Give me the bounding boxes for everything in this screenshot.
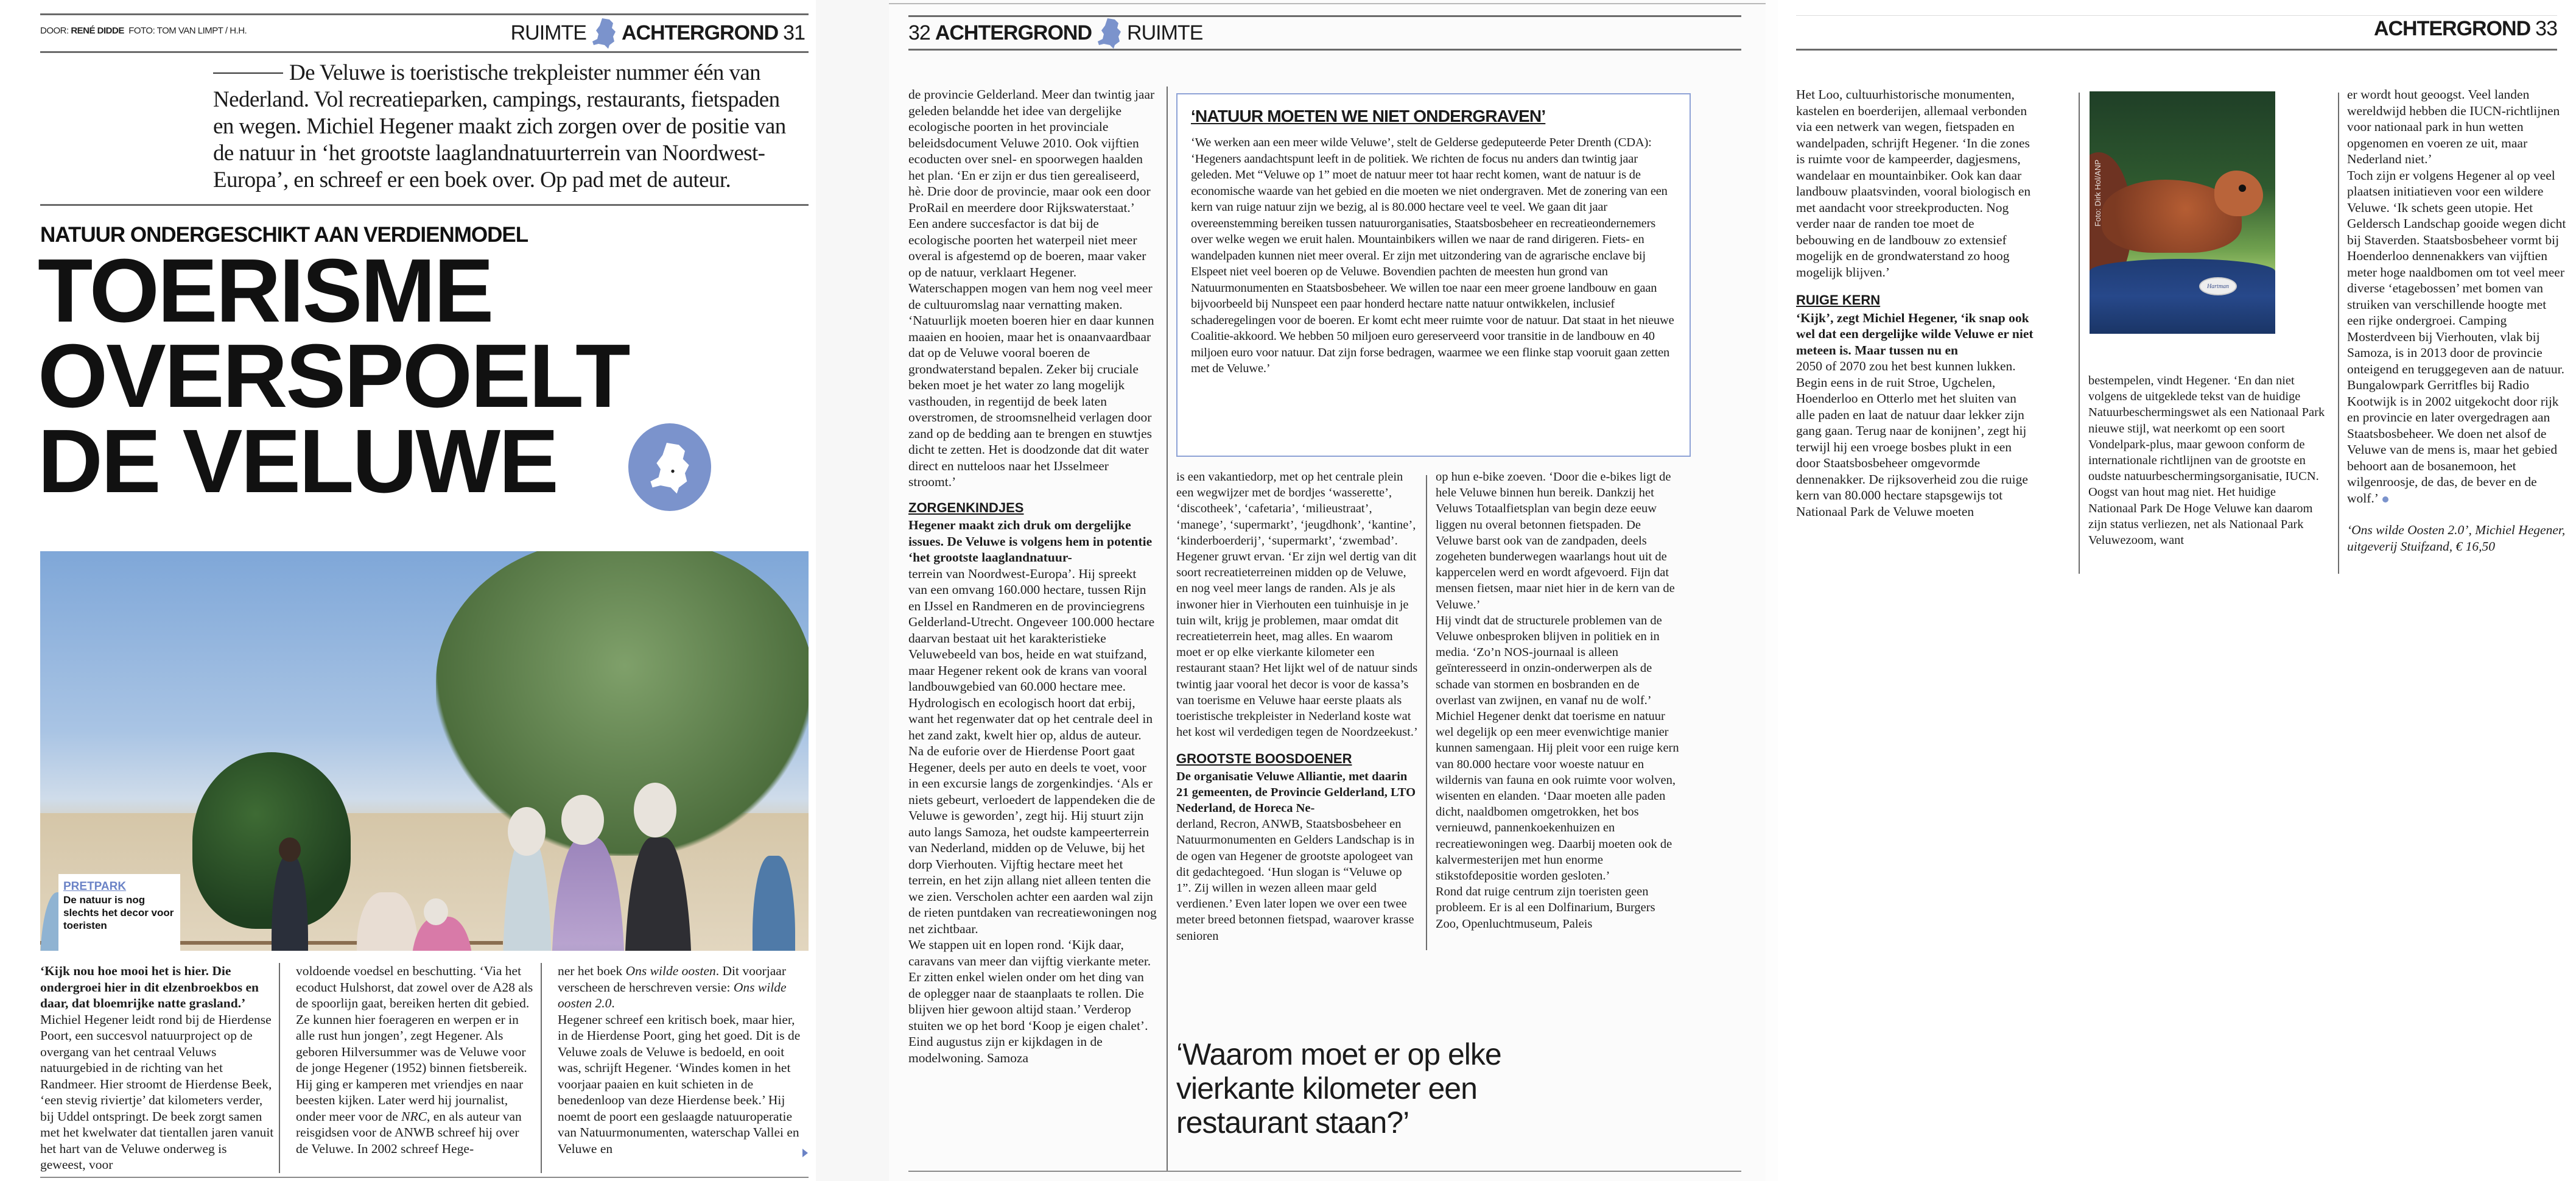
middle-column-2 <box>1176 469 1420 944</box>
top-rule <box>40 13 809 15</box>
body-text: derland, Recron, ANWB, Staatsbosbeheer en Natuurmonumenten en Gelders Landschap is in de ogen van Hegener de grootste apologeet van dit gedachtegoed. ‘Hun slogan is “Veluwe op 1”. Zij willen in wezen alleen maar geld verdienen.’ Even later lopen we over een twee meter breed betonnen fietspad, waarover krasse senioren <box>1176 817 1415 943</box>
page-number: 32 <box>908 21 930 44</box>
book-title: Ons wilde oosten 2.0 <box>558 979 787 1010</box>
page-edge <box>889 3 1766 4</box>
body-text: Het Loo, cultuurhistorische monumenten, kastelen en boerderijen, allemaal verbonden via een netwerk van wegen, fietspaden en wandelpaden, schrijft Hegener. ‘In die zones is ruimte voor de kampeerder, dagjesmens, wandelaar en mountainbiker. Ook kan daar landbouw plaatsvinden, vooral biologisch en met aandacht voor streekproducten. Nog verder naar de randen toe moet de bebouwing en de landbouw zo extensief mogelijk en de grondwaterstand zo hoog mogelijk blijven.’ <box>1796 87 2031 280</box>
sidebar-box <box>1176 93 1691 457</box>
bench <box>2090 259 2275 334</box>
byline-author: RENÉ DIDDE <box>71 26 124 36</box>
bench-badge: Hartman <box>2199 277 2237 295</box>
netherlands-badge-icon <box>628 423 711 511</box>
body-text: Hegener schreef een kritisch boek, maar hier, in de Hierdense Poort, ging het goed. Dit is de Veluwe zoals de Veluwe is bedoeld, en ooit was, schrijft Hegener. ‘Windes komen in het voorjaar paaien en kuit schieten in de benedenloop van deze Hierdense beek.’ Hij noemt de poort een geslaagde natuuroperatie van Natuurmonumenten, waterschap Vallei en Veluwe en <box>558 1012 801 1156</box>
tourists-photo <box>40 551 809 951</box>
gutter <box>816 0 889 1181</box>
running-head <box>511 17 805 49</box>
column-rule <box>541 963 542 1173</box>
header-rule <box>908 49 1741 51</box>
lead-text: Hegener maakt zich druk om dergelijke issues. De Veluwe is volgens hem in potentie ‘het grootste laaglandnatuur- <box>908 518 1153 565</box>
body-text: . Dit voorjaar verscheen de herschreven versie: <box>558 964 786 995</box>
lead-quote: ‘Kijk nou hoe mooi het is hier. Die ondergroei hier in dit elzenbroekbos en daar, dat bloemrijke natte grasland.’ <box>40 964 259 1010</box>
running-head <box>908 17 1202 49</box>
page-number: 31 <box>783 21 805 44</box>
intro-paragraph <box>213 60 791 194</box>
box-title: ‘NATUUR MOETEN WE NIET ONDERGRAVEN’ <box>1191 107 1546 125</box>
headline-line-2: OVERSPOELT <box>38 326 629 426</box>
byline-foto-label: FOTO: <box>128 26 155 36</box>
section-label: RUIMTE <box>510 21 586 44</box>
caption-text: De natuur is nog slechts het decor voor toeristen <box>63 894 174 931</box>
body-text: terrein van Noordwest-Europa’. Hij spreekt van een omvang 160.000 hectare, tussen Rijn en IJssel en Randmeren en de provinciegrens Gelderland-Utrecht. Ongeveer 100.000 hectare daarvan bestaat uit het karakteristieke Veluwebeeld van bos, heide en wat stuifzand, maar Hegener rekent ook de krans van vooral landbouwgebied van 60.000 hectare mee. Hydrologisch en ecologisch hoort dat erbij, want het regenwater dat op het centrale deel in het zand zakt, kwelt hier op, aldus de auteur. <box>908 566 1155 742</box>
body-text: 2050 of 2070 zou het best kunnen lukken. Begin eens in de ruit Stroe, Ugchelen, Hoenderloo en Otterlo met het sluiten van alle paden en laat de natuur daar lekker zijn gang gaan. Terug naar de konijnen’, zegt hij terwijl hij een vroege bosbes plukt in een door Staatsbosbeheer omgevormde dennenakker. De rijksoverheid zou die ruige kern van 80.000 hectare stapsgewijs tot Nationaal Park de Veluwe moeten <box>1796 359 2028 519</box>
lead-text: ‘Kijk’, zegt Michiel Hegener, ‘ik snap ook wel dat een dergelijke wilde Veluwe er niet meteen is. Maar tussen nu en <box>1796 310 2034 358</box>
gutter-right <box>1766 0 1778 1181</box>
intro-dash <box>213 72 283 74</box>
headline-line-1: TOERISME <box>38 241 493 341</box>
subhead-zorgenkindjes: ZORGENKINDJES <box>908 499 1024 515</box>
byline-door-label: DOOR: <box>40 26 69 36</box>
left-column-2 <box>296 963 533 1157</box>
photo-caption <box>58 874 180 951</box>
body-text: Michiel Hegener denkt dat toerisme en natuur wel degelijk op een meer evenwichtige manier kunnen samengaan. Hij pleit voor een ruige kern van 80.000 hectare voor woeste natuur en wildernis van fauna en ook ruimte voor wolven, wisenten en elanden. ‘Daar moeten alle paden dicht, naaldbomen omgetrokken, het bos vernieuwd, pannenkoekenhuizen en recreatiewoningen weg. Daarbij moeten ook de kalvermesterijen met hun enorme stikstofdepositie worden gesloten.’ <box>1436 710 1679 883</box>
netherlands-map-icon <box>591 17 617 49</box>
body-text: , en als auteur van reisgidsen voor de ANWB schreef hij over de Veluwe. In 2002 schreef Hege- <box>296 1109 522 1156</box>
middle-column-1 <box>908 86 1158 1066</box>
bottom-rule <box>908 1171 1741 1172</box>
body-text: . <box>611 996 615 1010</box>
headline <box>38 241 629 512</box>
end-mark-icon <box>2382 496 2388 502</box>
body-text: Michiel Hegener leidt rond bij de Hierdense Poort, een succesvol natuurproject op de overgang van het centraal Veluws natuurgebied in de richting van het Randmeer. Hier stroomt de Hierdense Beek, ‘een stevig riviertje’ dat kilometers verder, bij Uddel ontspringt. De beek zorgt samen met het kwelwater dat tientallen jaren vanuit het hart van de Veluwe onderweg is geweest, voor <box>40 1012 274 1172</box>
body-text: op hun e-bike zoeven. ‘Door die e-bikes ligt de hele Veluwe binnen hun bereik. Dankzij het Veluws Totaalfietsplan van begin deze eeuw liggen nu overal betonnen fietspaden. De Veluwe barst ook van de zandpaden, deels zogeheten bunderwegen waarlangs hout uit de kappercelen werd en wordt afgevoerd. Fijn dat mensen fietsen, maar niet hier in de kern van de Veluwe.’ <box>1436 470 1675 612</box>
right-column-1 <box>1796 86 2034 520</box>
body-text: er wordt hout geoogst. Veel landen wereldwijd hebben die IUCN-richtlijnen voor nationaal park in hun wetten opgenomen en voeren ze uit, maar Nederland niet.’ <box>2347 87 2560 166</box>
nrc-italic: NRC <box>401 1109 427 1124</box>
body-text: is een vakantiedorp, met op het centrale plein een wegwijzer met de bordjes ‘wasserette’, ‘discotheek’, ‘cafetaria’, ‘milieustraat’, ‘manege’, ‘supermarkt’, ‘jeugdhonk’, ‘kantine’, ‘kinderboerderij’, ‘supermarkt’, ‘zwembad’. Hegener gruwt ervan. ‘Er zijn wel dertig van dit soort recreatieterreinen midden op de Veluwe, en nog veel meer langs de randen. Als je als inwoner hier in Vierhouten een tuinhuisje in je tuin wilt, krijg je problemen, maar omdat dit recreatieterrein heet, mag alles. En waarom moet er op elke vierkante kilometer een restaurant staan? Het lijkt wel of de natuur sinds twintig jaar vooral het decor is voor de kassa’s van toerisme en Veluwe haar eerste plaats als toeristische trekpleister in Nederland koste wat het kost wil verdedigen tegen de Noordzeekust.’ <box>1176 470 1418 739</box>
header-rule <box>1796 49 2557 51</box>
intro-text: De Veluwe is toeristische trekpleister nummer één van Nederland. Vol recreatieparken, campings, restaurants, fietspaden en wegen. Michiel Hegener maakt zich zorgen over de positie van de natuur in ‘het grootste laaglandnatuurterrein van Noordwest-Europa’, en schreef er een boek over. Op pad met de auteur. <box>213 60 786 192</box>
page-31 <box>0 0 816 1181</box>
body-text: bestempelen, vindt Hegener. ‘En dan niet volgens de uitgeklede tekst van de huidige Natuurbeschermingswet als een Nationaal Park nieuwe stijl, wat neerkomt op een soort Vondelpark-plus, maar gewoon conform de internationale richtlijnen van de grootste en oudste natuurbeschermingsorganisatie, IUCN. Oogst van hout mag niet. Het huidige Nationaal Park De Hoge Veluwe kan daarom zijn status verliezen, net als Nationaal Park Veluwezoom, want <box>2088 374 2325 548</box>
book-reference: ‘Ons wilde Oosten 2.0’, Michiel Hegener, <box>2347 523 2566 537</box>
body-text: We stappen uit en lopen rond. ‘Kijk daar, caravans van meer dan vijftig vierkante meter. Er zitten enkel wielen onder om het ding van de oplegger naar de staanplaats te rollen. Die blijven hier gewoon altijd staan.’ Verderop stuiten we op het bord ‘Koop je eigen chalet’. Eind augustus zijn er kijkdagen in de modelwoning. Samoza <box>908 937 1151 1065</box>
box-text: ‘We werken aan een meer wilde Veluwe’, stelt de Gelderse gedeputeerde Peter Drenth (CDA): ‘Hegeners aandachtspunt leeft in de politiek. We richten de focus nu anders dan twintig jaar geleden. Met “Veluwe op 1” moet de natuur meer tot haar recht komen, want de natuur is de economische waarde van het gebied en die moeten we niet ondergraven. Met de zonering van een kern van ruige natuur zijn we bezig, al is 80.000 hectare veel te veel. We gaan dit jaar overeenstemming bereiken tussen natuurorganisaties, Staatsbosbeheer en recreatieondernemers over welke wegen we eruit halen. Mountainbikers willen we naar de rand dirigeren. Fiets- en wandelpaden kunnen niet meer overal. Er zijn met uitzondering van de agrarische enclave bij Elspeet niet veel boeren op de Veluwe. Bovendien pachten de meesten hun grond van Natuurmonumenten en Staatsbosbeheer. We willen toe naar een meer groene landbouw en gaan bijvoorbeeld bij Nunspeet een paar honderd hectare natte natuur ontwikkelen, inclusief schaderegelingen voor de boeren. Er komt echt meer ruimte voor de natuur. Dat staat in het nieuwe Coalitie-akkoord. We hebben 50 miljoen euro gereserveerd voor transitie in de landbouw en 40 miljoen euro voor natuur. Dat zijn forse bedragen, waarmee we een flinke stap vooruit gaan zetten met de Veluwe.’ <box>1191 136 1674 375</box>
bottom-rule <box>40 1177 809 1178</box>
body-text: Een andere succesfactor is dat bij de ecologische poorten het waterpeil niet meer overal is afgestemd op de boeren, maar vaker op de natuur, verklaart Hegener. Waterschappen mogen van hem nog veel meer de cultuuromslag naar vernatting maken. ‘Natuurlijk moeten boeren hier en daar kunnen maaien en hooien, maar het is onaanvaardbaar dat op de Veluwe vooral boeren de grondwaterstand bepalen. Zeker bij cruciale beken moet je het water zo lang mogelijk vasthouden, in regentijd de beek laten overstromen, de stroomsnelheid verlagen door zand op de bedding aan te brengen en stuwtjes dicht te zetten. Het is doodzonde dat dit water direct en nutteloos naar het IJsselmeer stroomt.’ <box>908 216 1154 489</box>
body-text: Hij vindt dat de structurele problemen van de Veluwe onbesproken blijven in politiek en in media. ‘Zo’n NOS-journaal is alleen geïnteresseerd in onzin-onderwerpen als de schade van stormen en bosbranden en de overlast van zwijnen, en vanaf nu de wolf.’ <box>1436 613 1662 707</box>
column-rule <box>279 963 280 1173</box>
running-head <box>2374 17 2557 41</box>
left-column-3 <box>558 963 801 1157</box>
netherlands-map-icon <box>1097 17 1122 49</box>
section-label: RUIMTE <box>1127 21 1203 44</box>
book-title: Ons wilde oosten <box>625 964 716 978</box>
column-rule <box>1167 86 1168 1171</box>
category-label: ACHTERGROND <box>621 21 779 44</box>
lead-text: De organisatie Veluwe Alliantie, met daarin 21 gemeenten, de Provincie Gelderland, LTO Nederland, de Horeca Ne- <box>1176 769 1416 816</box>
book-publisher-price: uitgeverij Stuifzand, € 16,50 <box>2347 538 2496 554</box>
column-rule <box>2079 93 2080 574</box>
column-rule <box>1426 475 1427 950</box>
headline-line-3: DE VELUWE <box>38 411 557 512</box>
kicker: NATUUR ONDERGESCHIKT AAN VERDIENMODEL <box>40 223 528 247</box>
body-text: Toch zijn er volgens Hegener al op veel plaatsen initiatieven voor een wildere Veluwe. ‘Ik schets geen utopie. Het Geldersch Landschap gooide wegen dicht bij Staverden. Staatsbosbeheer vormt bij Hoenderloo dennenakkers van vijftien meter hoge naaldbomen om tot veel meer diverse ‘etagebossen’ met bomen van struiken van verschillende hoogte met een rijke ondergroei. Camping Mosterdveen bij Vierhouten, vlak bij Samoza, is in 2013 door de provincie onteigend en teruggegeven aan de natuur. Bungalowpark Gerritfles bij Radio Kootwijk is in 2002 uitgekocht door rijk en provincie en later overgedragen aan Staatsbosbeheer. We doen net alsof de Veluwe van de mens is, maar het gebied behoort aan de bosanemoon, het wilgenroosje, de das, de bever en de wolf.’ <box>2347 167 2566 506</box>
byline-photographer: TOM VAN LIMPT / H.H. <box>156 26 247 36</box>
right-column-3 <box>2347 86 2566 554</box>
page-number: 33 <box>2535 17 2557 40</box>
continue-arrow-icon <box>802 1149 808 1157</box>
pull-quote: ‘Waarom moet er op elke vierkante kilometer een restaurant staan?’ <box>1176 1037 1501 1140</box>
right-column-2 <box>2088 373 2326 548</box>
squirrel-photo <box>2090 91 2275 334</box>
body-text: Na de euforie over de Hierdense Poort gaat Hegener, deels per auto en deels te voet, voor in een excursie langs de zorgenkindjes. ‘Als er niets gebeurt, verloedert de lappendeken die de Veluwe is geworden’, zegt hij. Hij stuurt zijn auto langs Samoza, het oudste kampeerterrein van Nederland, midden op de Veluwe, bij het dorp Vierhouten. Vijftig hectare meet het terrein, en het zijn allang niet alleen tenten die we zien. Verscholen achter een aarden wal zijn de rieten puntdaken van recreatiewoningen nog net zichtbaar. <box>908 744 1157 936</box>
byline <box>40 26 247 36</box>
intro-rule <box>40 204 809 206</box>
category-label: ACHTERGROND <box>2373 17 2531 40</box>
category-label: ACHTERGROND <box>935 21 1092 44</box>
body-text: ner het boek <box>558 964 626 978</box>
left-column-1 <box>40 963 274 1173</box>
header-rule <box>40 51 809 53</box>
body-text: voldoende voedsel en beschutting. ‘Via het ecoduct Hulshorst, dat zowel over de A28 als de spoorlijn gaat, bereiken herten dit gebied. Ze kunnen hier foerageren en werpen er in alle rust hun jongen’, zegt Hegener. Als geboren Hilversummer was de Veluwe voor de jonge Hegener (1952) binnen fietsbereik. Hij ging er kamperen met vriendjes en naar beesten kijken. Later werd hij journalist, onder meer voor de <box>296 964 533 1124</box>
caption-title: PRETPARK <box>63 880 127 893</box>
column-rule <box>2338 93 2339 574</box>
photo-credit: Foto: Dirk Hol/ANP <box>2093 160 2102 227</box>
subhead-ruige-kern: RUIGE KERN <box>1796 292 1881 308</box>
body-text: Rond dat ruige centrum zijn toeristen geen probleem. Er is al een Dolfinarium, Burgers Zoo, Openluchtmuseum, Paleis <box>1436 885 1655 931</box>
top-rule <box>1796 15 2557 16</box>
middle-column-3 <box>1436 469 1679 932</box>
subhead-grootste-boosdoener: GROOTSTE BOOSDOENER <box>1176 751 1352 767</box>
body-text: de provincie Gelderland. Meer dan twintig jaar geleden belandde het idee van dergelijke ecologische poorten in het provinciale beleidsdocument Veluwe 2010. Ook vijftien ecoducten over snel- en spoorwegen haalden het plan. ‘En er zijn er dus tien gerealiseerd, hè. Drie door de provincie, maar ook een door ProRail en meerdere door Rijkswaterstaat.’ <box>908 87 1155 215</box>
